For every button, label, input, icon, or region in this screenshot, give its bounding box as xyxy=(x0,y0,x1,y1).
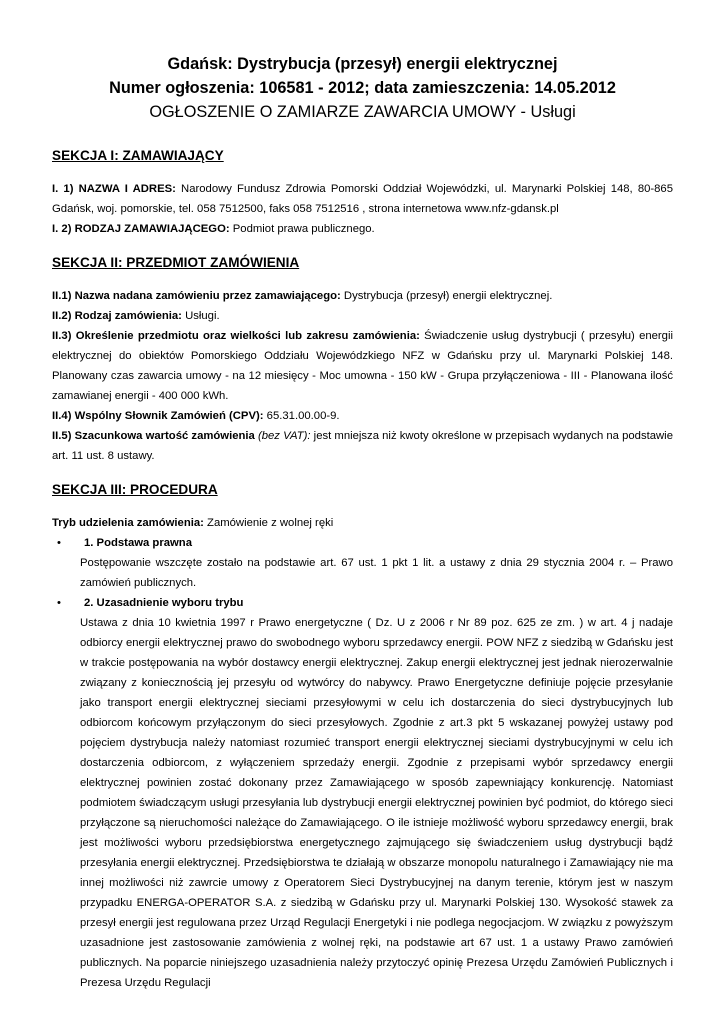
item-label: II.4) Wspólny Słownik Zamówień (CPV): xyxy=(52,410,264,422)
section-2 xyxy=(52,253,673,466)
section-3 xyxy=(52,480,673,993)
procurement-mode-label: Tryb udzielenia zamówienia: xyxy=(52,517,204,529)
item-text: jest mniejsza niż kwoty określone w przepisach wydanych na podstawie art. 11 ust. 8 ustawy. xyxy=(52,430,673,462)
procurement-mode-value: Zamówienie z wolnej ręki xyxy=(203,517,334,529)
item-text: Świadczenie usług dystrybucji ( przesyłu) energii elektrycznej do obiektów Pomorskiego Oddziału Wojewódzkiego NFZ w Gdańsku przy ul. Marynarki Polskiej 148. Planowany czas zawarcia umowy - na 12 miesięcy - Moc umowna - 150 kW - Grupa przyłączeniowa - III - Planowana ilość zamawianej energii - 400 000 kWh. xyxy=(52,330,673,402)
item-text: 65.31.00.00-9. xyxy=(263,410,340,422)
section-2-item-1 xyxy=(52,286,673,306)
item-label: II.5) Szacunkowa wartość zamówienia xyxy=(52,430,255,442)
item-label: I. 1) NAZWA I ADRES: xyxy=(52,183,176,195)
item-text: Dystrybucja (przesył) energii elektrycznej. xyxy=(340,290,553,302)
document-title-block xyxy=(52,52,673,124)
section-3-heading: SEKCJA III: PROCEDURA xyxy=(52,482,218,497)
item-text: Usługi. xyxy=(181,310,220,322)
item-label: I. 2) RODZAJ ZAMAWIAJĄCEGO: xyxy=(52,223,230,235)
bullet-heading-2 xyxy=(52,593,673,613)
procurement-mode xyxy=(52,513,673,533)
item-label: II.1) Nazwa nadana zamówieniu przez zamawiającego: xyxy=(52,290,341,302)
item-label: II.3) Określenie przedmiotu oraz wielkości lub zakresu zamówienia: xyxy=(52,330,420,342)
item-italic-note: (bez VAT): xyxy=(257,430,311,442)
section-2-item-4 xyxy=(52,406,673,426)
section-2-item-3 xyxy=(52,326,673,406)
section-2-item-5 xyxy=(52,426,673,466)
item-label: II.2) Rodzaj zamówienia: xyxy=(52,310,182,322)
section-1-item-1 xyxy=(52,179,673,219)
bullet-heading-1 xyxy=(52,533,673,553)
bullet-dot-icon: • xyxy=(57,537,61,549)
bullet-title: 1. Podstawa prawna xyxy=(84,537,192,549)
section-1-heading: SEKCJA I: ZAMAWIAJĄCY xyxy=(52,148,224,163)
title-line-3: OGŁOSZENIE O ZAMIARZE ZAWARCIA UMOWY - Usługi xyxy=(149,103,576,121)
section-2-heading: SEKCJA II: PRZEDMIOT ZAMÓWIENIA xyxy=(52,255,300,270)
title-line-1: Gdańsk: Dystrybucja (przesył) energii elektrycznej xyxy=(167,55,558,73)
bullet-dot-icon: • xyxy=(57,597,61,609)
bullet-body-2: Ustawa z dnia 10 kwietnia 1997 r Prawo energetyczne ( Dz. U z 2006 r Nr 89 poz. 625 ze zm. ) w art. 4 j nadaje odbiorcy energii elektrycznej prawo do swobodnego wyboru sprzedawcy energii. POW NFZ z siedzibą w Gdańsku jest w trakcie postępowania na wybór dostawcy energii elektrycznej. Zakup energii elektrycznej jest jednak nierozerwalnie związany z koniecznością jej przesyłu od wytwórcy do nabywcy. Prawo Energetyczne definiuje pojęcie przesyłanie jako transport energii elektrycznej sieciami przesyłowymi w celu ich dostarczenia do sieci dystrybucyjnych lub odbiorcom końcowym przyłączonym do sieci przesyłowych. Zgodnie z art.3 pkt 5 wskazanej powyżej ustawy pod pojęciem dystrybucja należy natomiast rozumieć transport energii elektrycznej sieciami dystrybucyjnymi w celu ich dostarczenia odbiorcom, z wyłączeniem sprzedaży energii. Zgodnie z przepisami wybór sprzedawcy energii elektrycznej powinien zostać dokonany przez Zamawiającego w sposób zapewniający konkurencję. Natomiast podmiotem świadczącym usługi przesyłania lub dystrybucji energii elektrycznej powinien być podmiot, do którego sieci przyłączone są nieruchomości należące do Zamawiającego. O ile istnieje możliwość wyboru sprzedawcy energii, brak jest możliwości wyboru przedsiębiorstwa energetycznego zajmującego się świadczeniem usług dystrybucji bądź przesyłania energii elektrycznej. Przedsiębiorstwa te działają w obszarze monopolu naturalnego i Zamawiający nie ma innej możliwości niż zawrcie umowy z Operatorem Sieci Dystrybucyjnej na danym terenie, którym jest w naszym przypadku ENERGA-OPERATOR S.A. z siedzibą w Gdańsku przy ul. Marynarki Polskiej 130. Wysokość stawek za przesył energii jest regulowana przez Urząd Regulacji Energetyki i nie podlega negocjacjom. W związku z powyższym uzasadnione jest zastosowanie zamówienia z wolnej ręki, na podstawie art 67 ust. 1 a ustawy Prawo zamówień publicznych. Na poparcie niniejszego uzasadnienia należy przytoczyć opinię Prezesa Urzędu Zamówień Publicznych i Prezesa Urzędu Regulacji xyxy=(80,617,673,989)
bullet-title: 2. Uzasadnienie wyboru trybu xyxy=(84,597,244,609)
title-line-2: Numer ogłoszenia: 106581 - 2012; data zamieszczenia: 14.05.2012 xyxy=(109,79,616,97)
section-2-item-2 xyxy=(52,306,673,326)
item-text: Narodowy Fundusz Zdrowia Pomorski Oddział Wojewódzki, ul. Marynarki Polskiej 148, 80-865 Gdańsk, woj. pomorskie, tel. 058 7512500, faks 058 7512516 , strona internetowa www.nfz-gdansk.pl xyxy=(52,183,673,215)
bullet-body-1: Postępowanie wszczęte zostało na podstawie art. 67 ust. 1 pkt 1 lit. a ustawy z dnia 29 stycznia 2004 r. – Prawo zamówień publicznych. xyxy=(80,557,673,589)
section-1-item-2 xyxy=(52,219,673,239)
item-text: Podmiot prawa publicznego. xyxy=(229,223,375,235)
section-1 xyxy=(52,146,673,239)
